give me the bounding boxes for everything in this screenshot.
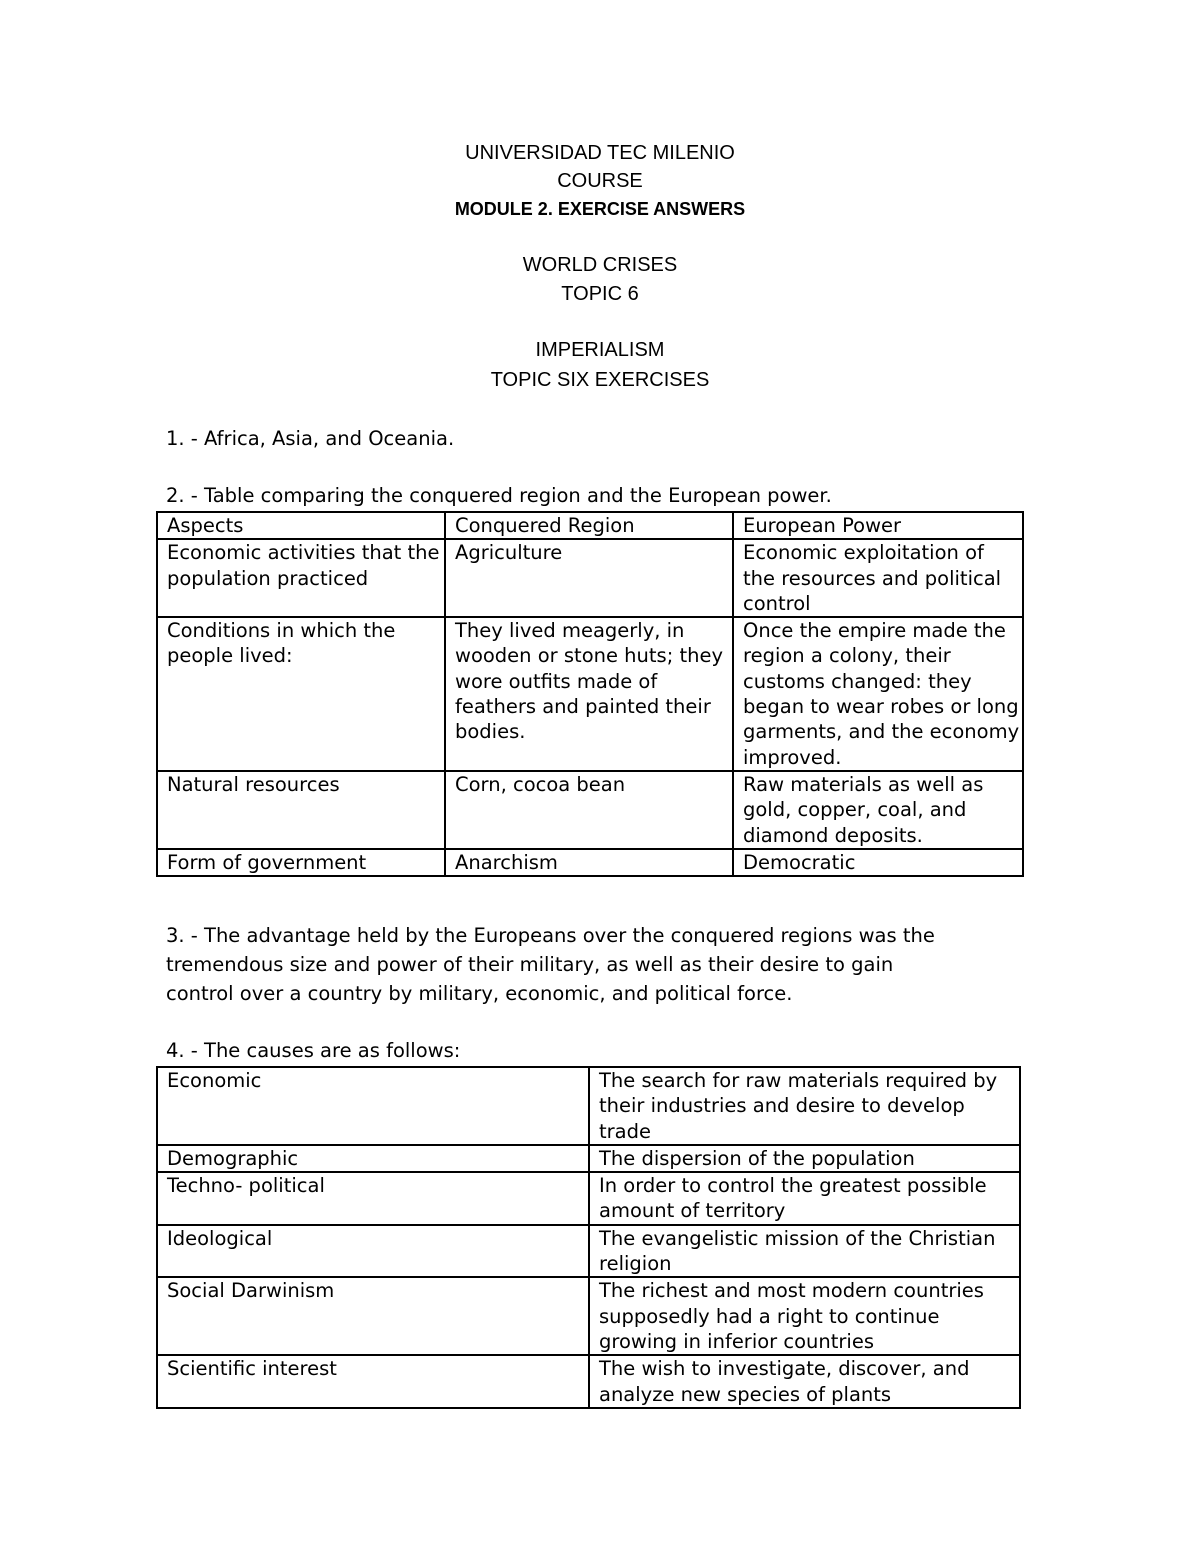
answer-4: 4. - The causes are as follows: — [166, 1039, 461, 1062]
table-cell: Once the empire made the region a colony, their customs changed: they began to wear robes or long garments, and the economy improved. — [733, 617, 1023, 771]
table-cell: Natural resources — [157, 771, 445, 849]
course-label: COURSE — [557, 170, 643, 192]
column-header-european-power: European Power — [733, 512, 1023, 539]
table-cell: Anarchism — [445, 849, 733, 876]
table-cell: The wish to investigate, discover, and analyze new species of plants — [589, 1355, 1020, 1408]
table-cell: Economic — [157, 1067, 589, 1145]
table-cell: The evangelistic mission of the Christian religion — [589, 1225, 1020, 1278]
topic-title: IMPERIALISM — [535, 339, 665, 361]
causes-table — [156, 1066, 1021, 1409]
table-cell: Demographic — [157, 1145, 589, 1172]
table-cell: Ideological — [157, 1225, 589, 1278]
table-cell: Scientific interest — [157, 1355, 589, 1408]
table-cell: Economic exploitation of the resources and political control — [733, 539, 1023, 617]
table-cell: The search for raw materials required by their industries and desire to develop trade — [589, 1067, 1020, 1145]
column-header-aspects: Aspects — [157, 512, 445, 539]
table-cell: The richest and most modern countries supposedly had a right to continue growing in inferior countries — [589, 1277, 1020, 1355]
table-cell: Conditions in which the people lived: — [157, 617, 445, 771]
comparison-table — [156, 511, 1024, 877]
topic-number: TOPIC 6 — [561, 283, 639, 305]
table-cell: Economic activities that the population practiced — [157, 539, 445, 617]
table-header-row — [157, 512, 1023, 539]
table-row — [157, 1277, 1020, 1355]
answer-3-line-1: 3. - The advantage held by the Europeans over the conquered regions was the — [166, 924, 935, 947]
table-cell: Form of government — [157, 849, 445, 876]
table-cell: In order to control the greatest possible amount of territory — [589, 1172, 1020, 1225]
subject-title: WORLD CRISES — [522, 254, 678, 276]
table-cell: Raw materials as well as gold, copper, coal, and diamond deposits. — [733, 771, 1023, 849]
table-cell: Techno- political — [157, 1172, 589, 1225]
table-cell: Agriculture — [445, 539, 733, 617]
table-row — [157, 1067, 1020, 1145]
table-row — [157, 1225, 1020, 1278]
answer-1: 1. - Africa, Asia, and Oceania. — [166, 427, 455, 450]
answer-3-line-3: control over a country by military, economic, and political force. — [166, 982, 793, 1005]
table-row — [157, 1355, 1020, 1408]
table-row — [157, 617, 1023, 771]
module-title: MODULE 2. EXERCISE ANSWERS — [454, 199, 746, 219]
table-row — [157, 771, 1023, 849]
table-row — [157, 849, 1023, 876]
university-name: UNIVERSIDAD TEC MILENIO — [465, 142, 735, 164]
table-cell: Corn, cocoa bean — [445, 771, 733, 849]
column-header-conquered-region: Conquered Region — [445, 512, 733, 539]
answer-3-line-2: tremendous size and power of their military, as well as their desire to gain — [166, 953, 894, 976]
table-cell: The dispersion of the population — [589, 1145, 1020, 1172]
table-row — [157, 1145, 1020, 1172]
table-row — [157, 1172, 1020, 1225]
table-cell: Democratic — [733, 849, 1023, 876]
table-row — [157, 539, 1023, 617]
exercises-title: TOPIC SIX EXERCISES — [490, 369, 710, 391]
answer-2: 2. - Table comparing the conquered region and the European power. — [166, 484, 832, 507]
table-cell: They lived meagerly, in wooden or stone huts; they wore outfits made of feathers and painted their bodies. — [445, 617, 733, 771]
table-cell: Social Darwinism — [157, 1277, 589, 1355]
